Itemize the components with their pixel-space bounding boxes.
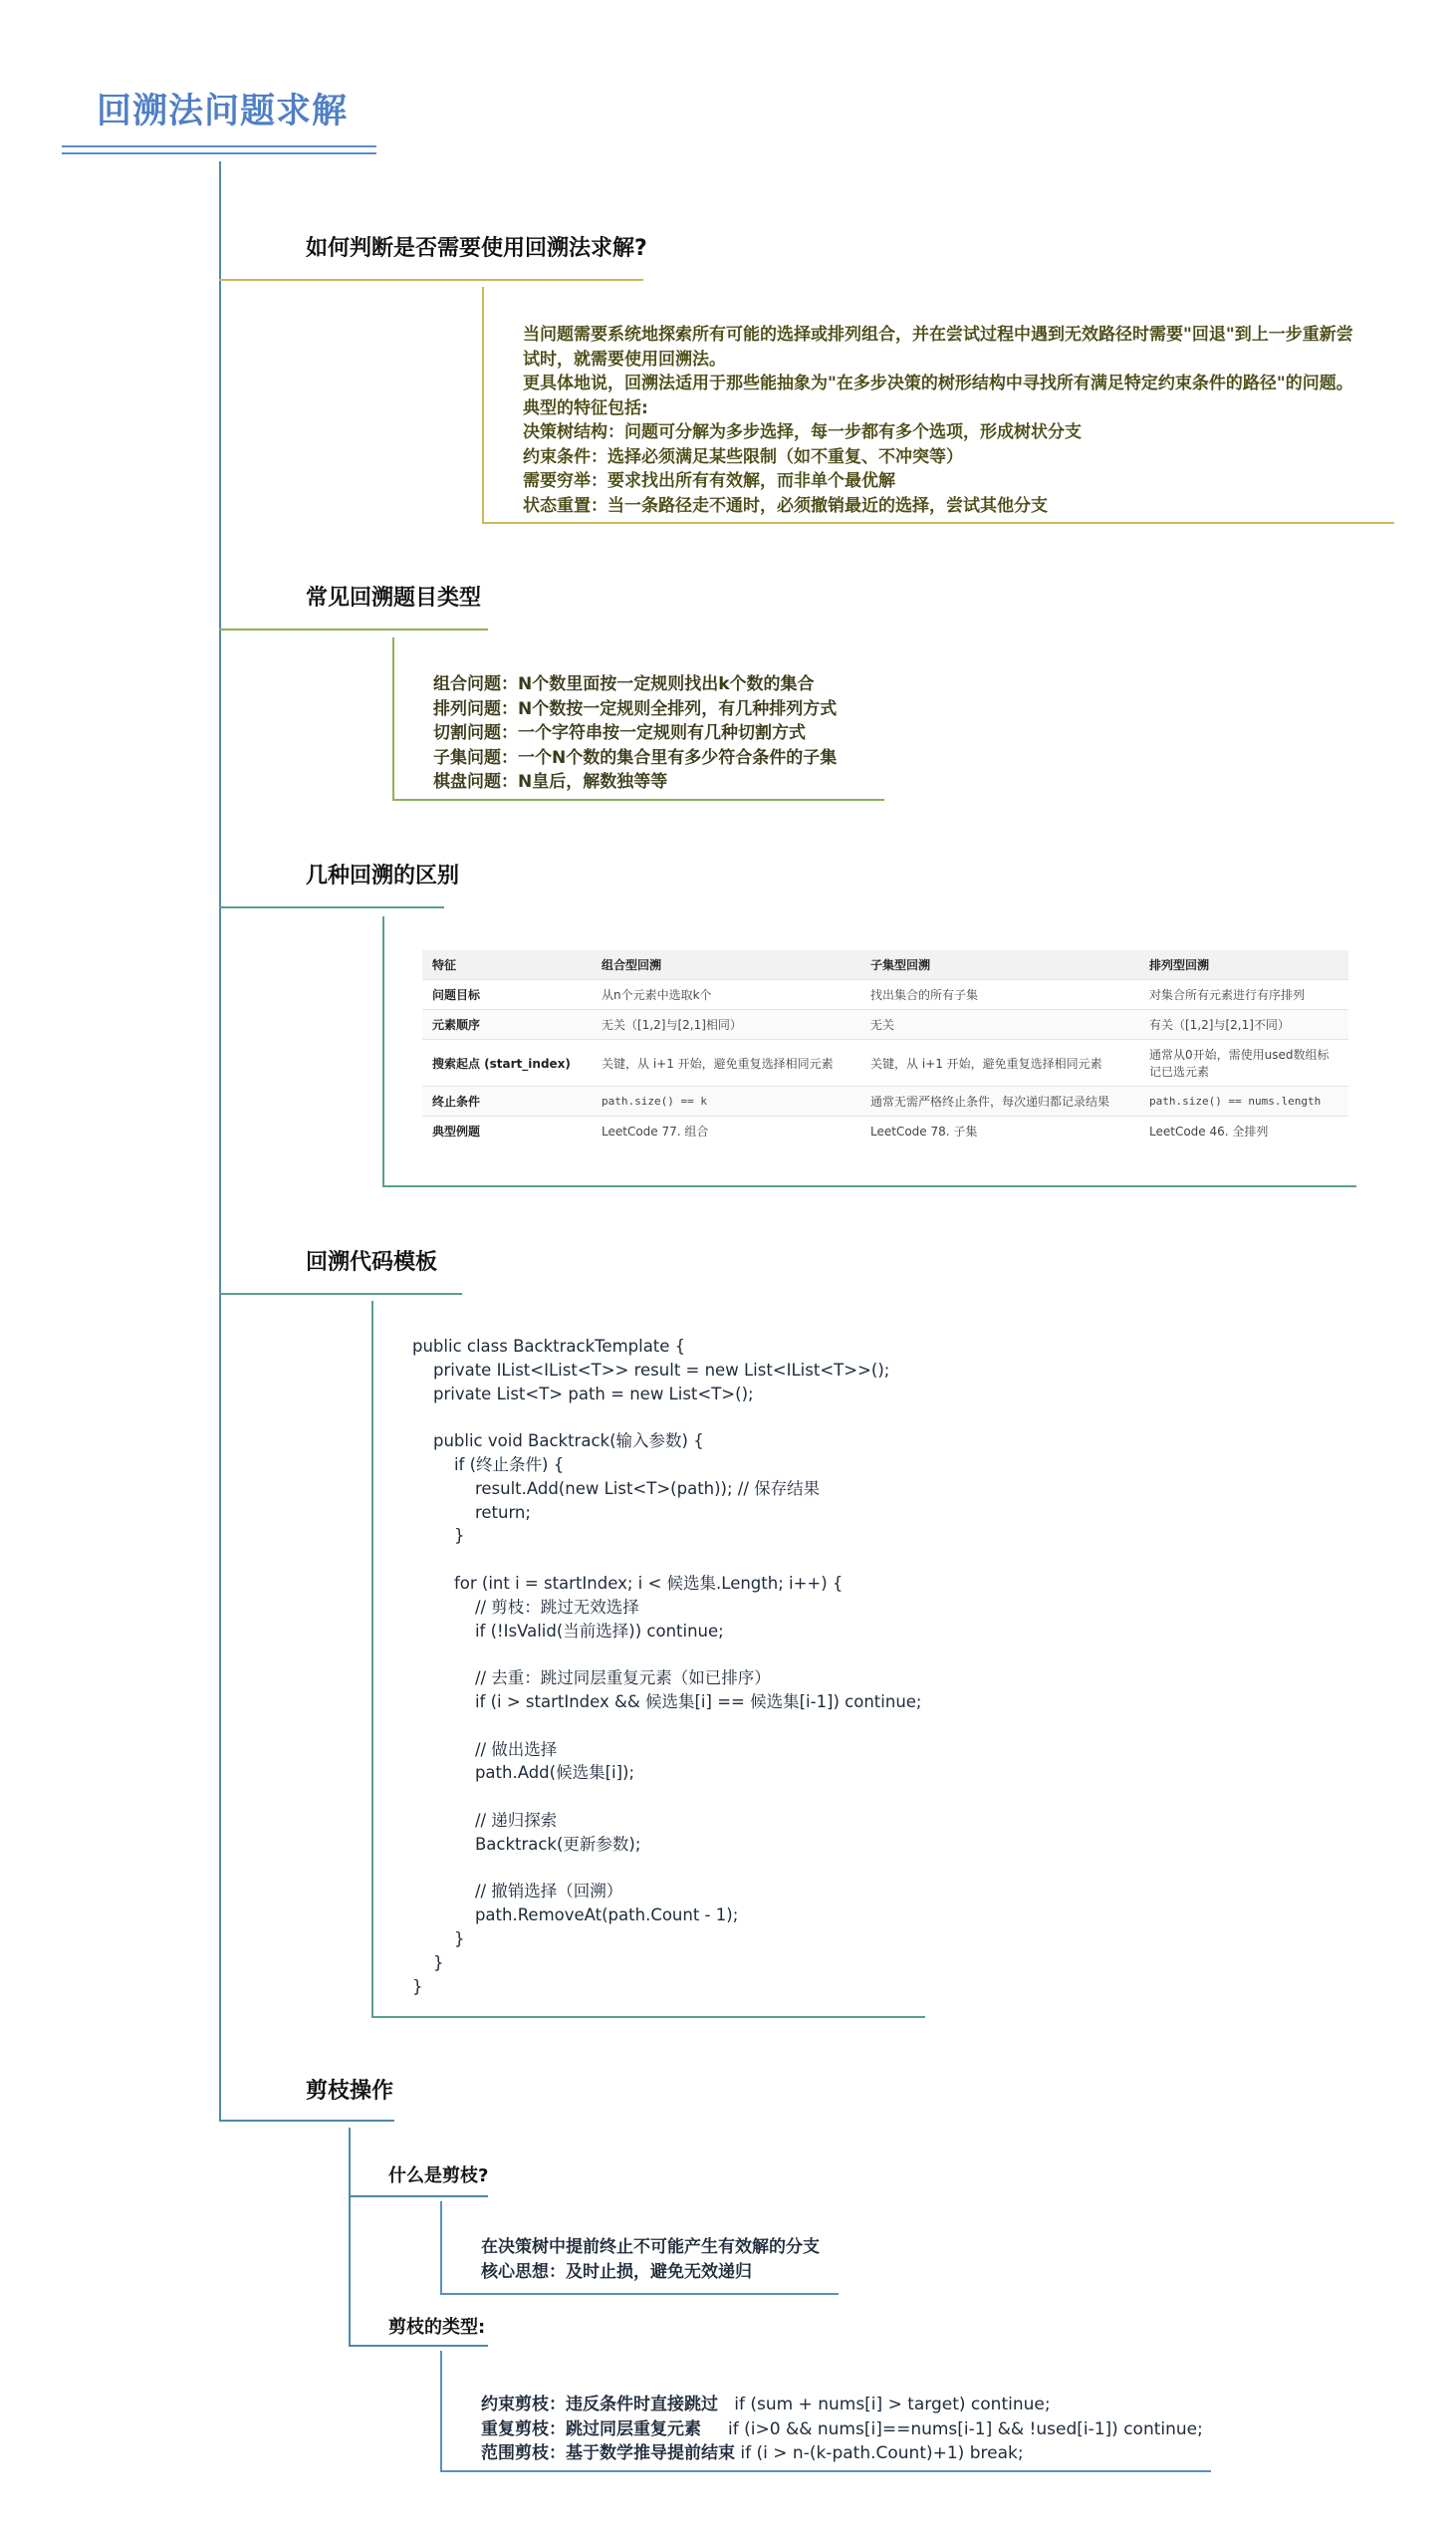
table-cell: 无关 <box>860 1010 1139 1040</box>
section-title-template: 回溯代码模板 <box>306 1250 438 1275</box>
code-line: if (终止条件) { <box>412 1454 565 1474</box>
table-cell: 从n个元素中选取k个 <box>592 980 860 1010</box>
code-line: return; <box>412 1502 531 1522</box>
types-line: 棋盘问题：N皇后，解数独等等 <box>433 772 668 792</box>
pruning-kind-label: 范围剪枝：基于数学推导提前结束 <box>481 2443 735 2463</box>
table-cell: 关键，从 i+1 开始，避免重复选择相同元素 <box>592 1040 860 1087</box>
pruning-kind-label: 约束剪枝：违反条件时直接跳过 <box>481 2395 718 2414</box>
diff-branch <box>219 906 444 908</box>
code-line: // 去重：跳过同层重复元素（如已排序） <box>412 1668 771 1688</box>
pruning-sub-trunk <box>349 2128 351 2345</box>
pruning-kinds-branch <box>349 2345 488 2347</box>
table-header-cell: 排列型回溯 <box>1139 950 1348 980</box>
template-branch <box>219 1293 462 1295</box>
judge-line: 当问题需要系统地探索所有可能的选择或排列组合，并在尝试过程中遇到无效路径时需要"回退"到上一步重新尝 <box>523 325 1353 345</box>
types-branch <box>219 629 488 631</box>
table-row <box>422 1040 1348 1087</box>
table-cell: 关键，从 i+1 开始，避免重复选择相同元素 <box>860 1040 1139 1087</box>
table-cell: LeetCode 78. 子集 <box>860 1117 1139 1146</box>
code-line: private List<T> path = new List<T>(); <box>412 1384 754 1403</box>
table-cell: 通常无需严格终止条件，每次递归都记录结果 <box>860 1087 1139 1117</box>
code-line: if (i > startIndex && 候选集[i] == 候选集[i-1]) continue; <box>412 1691 922 1711</box>
trunk-line <box>219 161 221 2120</box>
code-line: // 剪枝：跳过无效选择 <box>412 1597 639 1617</box>
code-line: } <box>412 1928 465 1948</box>
table-row <box>422 1117 1348 1146</box>
code-line <box>412 1548 921 1572</box>
code-line: public void Backtrack(输入参数) { <box>412 1431 704 1451</box>
pruning-kind-code: if (i > n-(k-path.Count)+1) break; <box>740 2443 1024 2463</box>
table-row <box>422 980 1348 1010</box>
code-line: path.RemoveAt(path.Count - 1); <box>412 1905 739 1925</box>
pruning-kind-code: if (i>0 && nums[i]==nums[i-1] && !used[i-1]) continue; <box>728 2418 1203 2439</box>
title-underline-2 <box>62 152 376 154</box>
table-row <box>422 1010 1348 1040</box>
pruning-what-branch <box>349 2195 488 2197</box>
pruning-what-title: 什么是剪枝? <box>388 2165 489 2186</box>
section-title-judge: 如何判断是否需要使用回溯法求解? <box>306 236 647 261</box>
template-box-left <box>371 1301 373 2016</box>
pruning-kinds-text <box>481 2393 1203 2466</box>
table-cell: path.size() == nums.length <box>1139 1087 1348 1117</box>
judge-line: 更具体地说，回溯法适用于那些能抽象为"在多步决策的树形结构中寻找所有满足特定约束条件的路径"的问题。 <box>523 374 1353 393</box>
judge-line: 状态重置：当一条路径走不通时，必须撤销最近的选择，尝试其他分支 <box>523 495 1048 516</box>
code-line: public class BacktrackTemplate { <box>412 1337 686 1356</box>
code-line: result.Add(new List<T>(path)); // 保存结果 <box>412 1478 821 1498</box>
pruning-kind-code: if (sum + nums[i] > target) continue; <box>734 2395 1051 2414</box>
judge-line: 试时，就需要使用回溯法。 <box>523 349 726 370</box>
code-line: } <box>412 1952 444 1972</box>
pruning-kind-item <box>481 2393 1203 2417</box>
code-line: Backtrack(更新参数); <box>412 1834 641 1854</box>
code-line: private IList<IList<T>> result = new List<IList<T>>(); <box>412 1360 890 1380</box>
pruning-branch <box>219 2120 394 2122</box>
code-line <box>412 1643 921 1666</box>
table-cell: 无关（[1,2]与[2,1]相同） <box>592 1010 860 1040</box>
code-line <box>412 1405 921 1429</box>
table-cell: 有关（[1,2]与[2,1]不同） <box>1139 1010 1348 1040</box>
types-line: 切割问题：一个字符串按一定规则有几种切割方式 <box>433 723 806 743</box>
code-line: // 递归探索 <box>412 1810 558 1830</box>
table-cell: 终止条件 <box>422 1087 592 1117</box>
pruning-what-line: 核心思想：及时止损，避免无效递归 <box>481 2261 752 2282</box>
table-header-row <box>422 950 1348 980</box>
code-line <box>412 1785 921 1809</box>
code-line <box>412 1857 921 1881</box>
table-cell: 搜索起点 (start_index) <box>422 1040 592 1087</box>
section-title-types: 常见回溯题目类型 <box>306 586 482 611</box>
judge-line: 需要穷举：要求找出所有有效解，而非单个最优解 <box>523 471 895 491</box>
table-cell: path.size() == k <box>592 1087 860 1117</box>
pruning-kind-item <box>481 2417 1203 2442</box>
code-line <box>412 1714 921 1738</box>
table-cell: 问题目标 <box>422 980 592 1010</box>
pruning-what-text <box>481 2235 820 2284</box>
code-line: } <box>412 1526 465 1546</box>
judge-line: 典型的特征包括: <box>523 397 648 418</box>
types-line: 排列问题：N个数按一定规则全排列，有几种排列方式 <box>433 698 838 719</box>
judge-line: 约束条件：选择必须满足某些限制（如不重复、不冲突等） <box>523 446 963 467</box>
types-box-bottom <box>392 799 884 801</box>
table-cell: LeetCode 46. 全排列 <box>1139 1117 1348 1146</box>
judge-box-bottom <box>482 522 1394 524</box>
code-line: path.Add(候选集[i]); <box>412 1763 635 1783</box>
code-line: // 做出选择 <box>412 1739 558 1759</box>
table-cell: 通常从0开始，需使用used数组标记已选元素 <box>1139 1040 1348 1087</box>
judge-line: 决策树结构：问题可分解为多步选择，每一步都有多个选项，形成树状分支 <box>523 422 1082 442</box>
diff-box-left <box>382 916 384 1185</box>
table-cell: 元素顺序 <box>422 1010 592 1040</box>
table-header-cell: 特征 <box>422 950 592 980</box>
table-row <box>422 1087 1348 1117</box>
section-title-pruning: 剪枝操作 <box>306 2079 394 2104</box>
types-line: 组合问题：N个数里面按一定规则找出k个数的集合 <box>433 674 815 694</box>
table-cell: LeetCode 77. 组合 <box>592 1117 860 1146</box>
table-cell: 找出集合的所有子集 <box>860 980 1139 1010</box>
table-header-cell: 组合型回溯 <box>592 950 860 980</box>
table-header-cell: 子集型回溯 <box>860 950 1139 980</box>
types-box-left <box>392 637 394 799</box>
code-line: if (!IsValid(当前选择)) continue; <box>412 1621 724 1641</box>
pruning-what-box-left <box>440 2201 442 2293</box>
table-cell: 典型例题 <box>422 1117 592 1146</box>
judge-branch <box>219 279 643 281</box>
pruning-kinds-box-bottom <box>440 2470 1211 2472</box>
table-cell: 对集合所有元素进行有序排列 <box>1139 980 1348 1010</box>
comparison-table <box>422 950 1348 1145</box>
judge-text <box>523 323 1353 518</box>
code-template <box>412 1335 921 1998</box>
types-line: 子集问题：一个N个数的集合里有多少符合条件的子集 <box>433 747 838 768</box>
page-title: 回溯法问题求解 <box>97 92 349 131</box>
pruning-kinds-box-left <box>440 2351 442 2470</box>
title-underline <box>62 145 376 147</box>
diff-box-bottom <box>382 1185 1356 1187</box>
pruning-kind-item <box>481 2441 1203 2466</box>
code-line: // 撤销选择（回溯） <box>412 1882 623 1901</box>
types-text <box>433 672 837 795</box>
pruning-kind-label: 重复剪枝：跳过同层重复元素 <box>481 2418 701 2439</box>
judge-box-left <box>482 287 484 522</box>
code-line: for (int i = startIndex; i < 候选集.Length; i++) { <box>412 1573 844 1593</box>
code-line: } <box>412 1976 423 1996</box>
pruning-what-box-bottom <box>440 2293 839 2295</box>
pruning-kinds-title: 剪枝的类型: <box>388 2317 486 2338</box>
section-title-diff: 几种回溯的区别 <box>306 864 460 888</box>
template-box-bottom <box>371 2016 925 2018</box>
pruning-what-line: 在决策树中提前终止不可能产生有效解的分支 <box>481 2237 820 2257</box>
